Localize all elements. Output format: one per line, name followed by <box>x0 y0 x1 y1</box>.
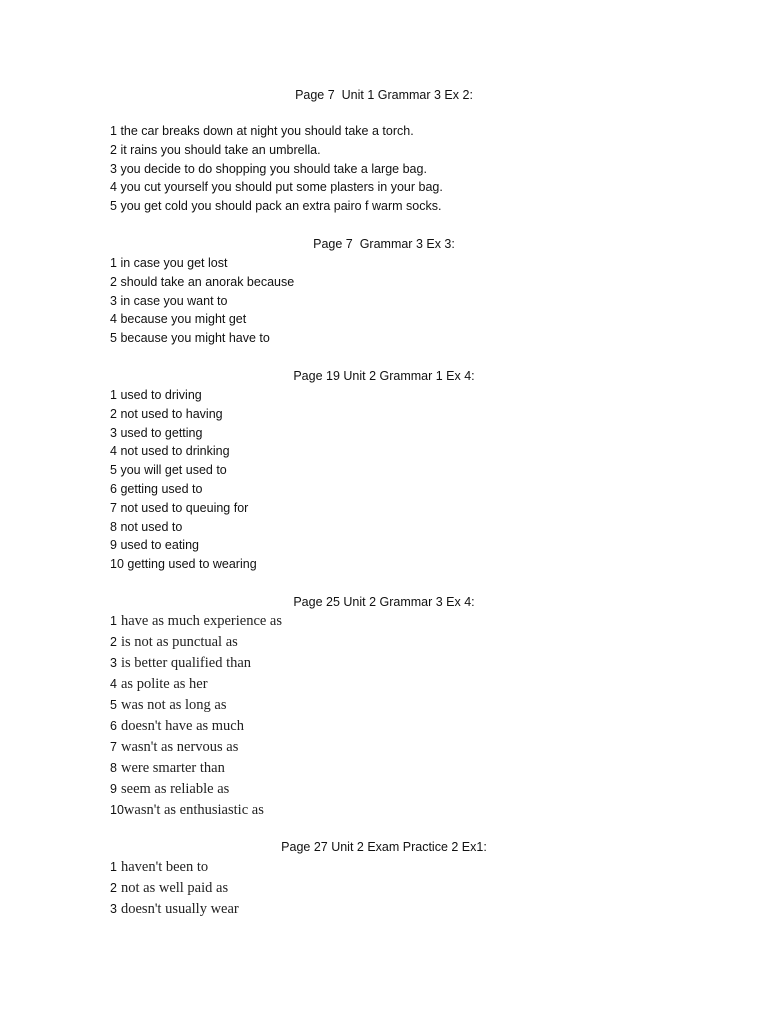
section-heading: Page 25 Unit 2 Grammar 3 Ex 4: <box>293 595 475 609</box>
answer-item <box>110 405 257 424</box>
item-number: 2 <box>110 142 117 157</box>
answer-item <box>110 878 239 899</box>
item-number: 5 <box>110 698 117 712</box>
answer-item <box>110 273 294 292</box>
item-text: as polite as her <box>120 676 208 692</box>
item-text: because you might have to <box>120 331 270 346</box>
item-number: 9 <box>110 538 117 553</box>
answer-item <box>110 461 257 480</box>
item-text: not used to drinking <box>120 444 230 459</box>
item-number: 2 <box>110 635 117 649</box>
item-number: 4 <box>110 444 117 459</box>
answer-item <box>110 122 443 141</box>
answer-item <box>110 518 257 537</box>
item-number: 5 <box>110 463 117 478</box>
answer-item <box>110 254 294 273</box>
answer-item <box>110 386 257 405</box>
item-text: wasn't as nervous as <box>120 739 239 755</box>
item-text: wasn't as enthusiastic as <box>123 802 264 818</box>
item-text: doesn't usually wear <box>120 901 239 917</box>
answer-item <box>110 197 443 216</box>
item-text: in case you want to <box>120 293 228 308</box>
answer-list <box>110 611 282 821</box>
answer-item <box>110 632 282 653</box>
answer-item <box>110 292 294 311</box>
item-number: 1 <box>110 256 117 270</box>
answer-item <box>110 779 282 800</box>
answer-list <box>110 122 443 216</box>
item-text: getting used to wearing <box>127 557 257 572</box>
answer-item <box>110 499 257 518</box>
item-text: is better qualified than <box>120 655 252 671</box>
answer-item <box>110 310 294 329</box>
item-number: 1 <box>110 860 117 874</box>
answer-item <box>110 178 443 197</box>
item-number: 4 <box>110 677 117 691</box>
section-heading: Page 27 Unit 2 Exam Practice 2 Ex1: <box>281 840 487 854</box>
item-number: 6 <box>110 719 117 733</box>
answer-list <box>110 857 239 920</box>
answer-list <box>110 254 294 348</box>
answer-item <box>110 555 257 574</box>
item-text: getting used to <box>120 481 203 496</box>
section-heading: Page 19 Unit 2 Grammar 1 Ex 4: <box>293 369 475 383</box>
answer-item <box>110 674 282 695</box>
item-number: 3 <box>110 161 117 176</box>
answer-item <box>110 536 257 555</box>
item-text: used to eating <box>120 538 199 553</box>
item-number: 7 <box>110 500 117 515</box>
item-number: 4 <box>110 312 117 327</box>
item-text: you decide to do shopping you should take a large bag. <box>120 161 427 176</box>
answer-item <box>110 611 282 632</box>
item-text: was not as long as <box>120 697 227 713</box>
section-heading: Page 7 Grammar 3 Ex 3: <box>313 237 455 251</box>
item-text: doesn't have as much <box>120 718 244 734</box>
section-heading: Page 7 Unit 1 Grammar 3 Ex 2: <box>295 88 473 102</box>
item-number: 6 <box>110 481 117 496</box>
answer-item <box>110 758 282 779</box>
item-number: 2 <box>110 274 117 289</box>
answer-item <box>110 160 443 179</box>
item-number: 2 <box>110 406 117 421</box>
item-number: 2 <box>110 881 117 895</box>
item-number: 5 <box>110 199 117 214</box>
item-number: 3 <box>110 425 117 440</box>
answer-item <box>110 716 282 737</box>
item-text: you cut yourself you should put some plasters in your bag. <box>120 180 443 195</box>
item-text: should take an anorak because <box>120 274 295 289</box>
item-number: 9 <box>110 782 117 796</box>
item-text: have as much experience as <box>120 613 283 629</box>
item-number: 1 <box>110 124 117 138</box>
item-text: not used to having <box>120 406 223 421</box>
item-text: it rains you should take an umbrella. <box>120 142 321 157</box>
item-text: not used to queuing for <box>120 500 249 515</box>
answer-list <box>110 386 257 574</box>
item-number: 5 <box>110 331 117 346</box>
item-text: used to getting <box>120 425 203 440</box>
answer-item <box>110 480 257 499</box>
answer-item <box>110 800 282 821</box>
item-text: you will get used to <box>120 463 227 478</box>
item-number: 1 <box>110 614 117 628</box>
answer-item <box>110 737 282 758</box>
item-text: in case you get lost <box>120 256 228 270</box>
item-number: 8 <box>110 519 117 534</box>
answer-item <box>110 857 239 878</box>
answer-item <box>110 141 443 160</box>
answer-item <box>110 424 257 443</box>
item-text: you get cold you should pack an extra pairo f warm socks. <box>120 199 442 214</box>
item-text: used to driving <box>120 388 202 402</box>
item-text: the car breaks down at night you should take a torch. <box>120 124 414 138</box>
item-number: 4 <box>110 180 117 195</box>
item-number: 3 <box>110 293 117 308</box>
answer-item <box>110 899 239 920</box>
item-text: seem as reliable as <box>120 781 230 797</box>
item-text: not used to <box>120 519 183 534</box>
answer-item <box>110 695 282 716</box>
item-number: 3 <box>110 656 117 670</box>
item-number: 1 <box>110 388 117 402</box>
answer-item <box>110 442 257 461</box>
item-number: 10 <box>110 557 124 572</box>
answer-item <box>110 329 294 348</box>
item-text: is not as punctual as <box>120 634 238 650</box>
item-text: because you might get <box>120 312 247 327</box>
item-text: haven't been to <box>120 859 209 875</box>
item-number: 8 <box>110 761 117 775</box>
item-text: were smarter than <box>120 760 225 776</box>
item-text: not as well paid as <box>120 880 229 896</box>
answer-item <box>110 653 282 674</box>
item-number: 7 <box>110 740 117 754</box>
item-number: 10 <box>110 803 124 817</box>
item-number: 3 <box>110 902 117 916</box>
